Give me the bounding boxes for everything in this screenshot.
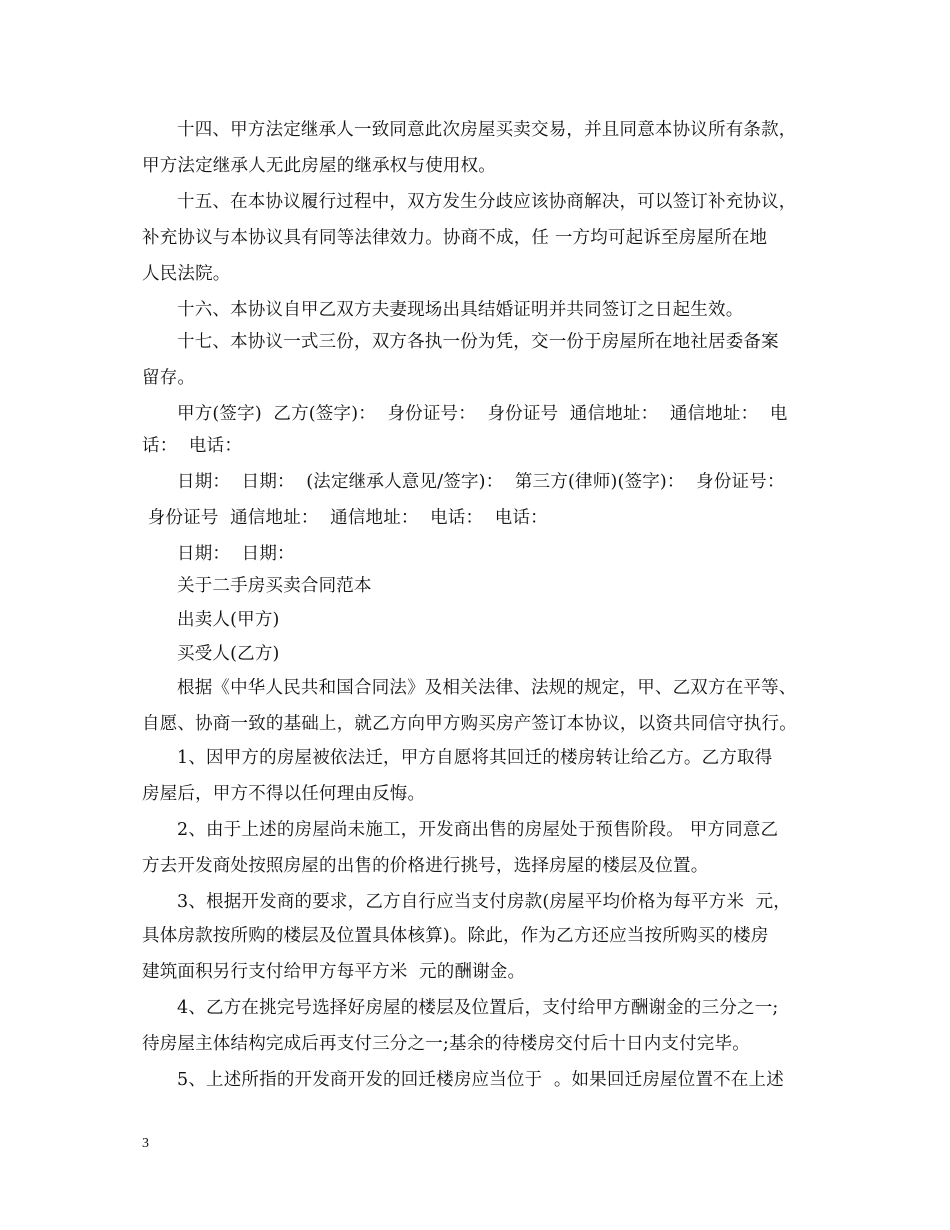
text-line: 方去开发商处按照房屋的出售的价格进行挑号，选择房屋的楼层及位置。 [142, 856, 709, 876]
text-line: 留存。 [142, 368, 196, 388]
text-line: 人民法院。 [142, 264, 231, 284]
text-line: 自愿、协商一致的基础上，就乙方向甲方购买房产签订本协议，以资共同信守执行。 [142, 714, 797, 734]
text-line: 4、乙方在挑完号选择好房屋的楼层及位置后，支付给甲方酬谢金的三分之一; [177, 998, 779, 1018]
text-line: 甲方(签字) 乙方(签字)： 身份证号： 身份证号 通信地址： 通信地址： 电 [177, 404, 788, 424]
text-line: 1、因甲方的房屋被依法迁，甲方自愿将其回迁的楼房转让给乙方。乙方取得 [177, 748, 773, 768]
text-line: 日期： 日期： [177, 544, 295, 564]
text-line: 房屋后，甲方不得以任何理由反悔。 [142, 784, 426, 804]
text-line: 根据《中华人民共和国合同法》及相关法律、法规的规定，甲、乙双方在平等、 [177, 678, 797, 698]
text-line: 5、上述所指的开发商开发的回迁楼房应当位于 。如果回迁房屋位置不在上述 [177, 1070, 784, 1090]
text-line: 买受人(乙方) [177, 644, 280, 664]
text-line: 待房屋主体结构完成后再支付三分之一;基余的待楼房交付后十日内支付完毕。 [142, 1034, 750, 1054]
text-line: 补充协议与本协议具有同等法律效力。协商不成，任 一方均可起诉至房屋所在地 [142, 228, 768, 248]
text-line: 出卖人(甲方) [177, 610, 280, 630]
text-line: 具体房款按所购的楼层及位置具体核算)。除此，作为乙方还应当按所购买的楼房 [142, 926, 769, 946]
text-line: 甲方法定继承人无此房屋的继承权与使用权。 [142, 156, 496, 176]
text-line: 身份证号 通信地址： 通信地址： 电话： 电话： [142, 508, 548, 528]
text-line: 十四、甲方法定继承人一致同意此次房屋买卖交易，并且同意本协议所有条款， [177, 120, 797, 140]
text-line: 关于二手房买卖合同范本 [177, 576, 372, 596]
text-line: 日期： 日期： (法定继承人意见/签字)： 第三方(律师)(签字)： 身份证号： [177, 472, 785, 492]
text-line: 十六、本协议自甲乙双方夫妻现场出具结婚证明并共同签订之日起生效。 [177, 300, 744, 320]
text-line: 2、由于上述的房屋尚未施工，开发商出售的房屋处于预售阶段。 甲方同意乙 [177, 820, 779, 840]
text-line: 建筑面积另行支付给甲方每平方米 元的酬谢金。 [142, 962, 526, 982]
text-line: 3、根据开发商的要求，乙方自行应当支付房款(房屋平均价格为每平方米 元， [177, 892, 791, 912]
text-line: 十五、在本协议履行过程中，双方发生分歧应该协商解决，可以签订补充协议， [177, 192, 797, 212]
page-number: 3 [142, 1136, 149, 1151]
text-line: 话： 电话： [142, 436, 243, 456]
text-line: 十七、本协议一式三份，双方各执一份为凭，交一份于房屋所在地社居委备案 [177, 332, 779, 352]
